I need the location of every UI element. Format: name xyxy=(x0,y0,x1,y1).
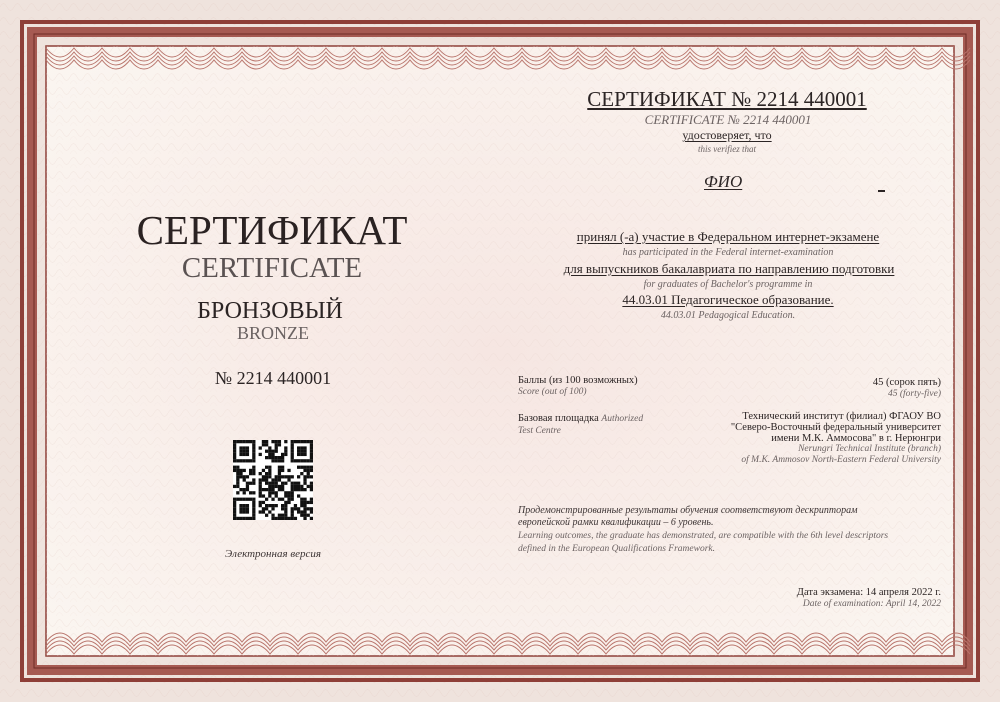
centre-label-en-1: Authorized xyxy=(601,414,644,424)
score-label-en: Score (out of 100) xyxy=(518,387,587,397)
score-value-en: 45 (forty-five) xyxy=(887,389,941,399)
level-en: BRONZE xyxy=(237,323,309,343)
level-ru: БРОНЗОВЫЙ xyxy=(197,298,343,324)
centre-en-2: of M.K. Ammosov North-Eastern Federal University xyxy=(741,455,941,465)
qr-code-icon xyxy=(233,440,313,520)
graduates-en: for graduates of Bachelor's programme in xyxy=(643,279,813,290)
score-label-ru: Баллы (из 100 возможных) xyxy=(518,375,638,386)
outcomes-ru-1: Продемонстрированные результаты обучения соответствуют дескрипторам xyxy=(518,505,858,516)
program-en: 44.03.01 Pedagogical Education. xyxy=(660,310,796,321)
exam-date-en: Date of examination: April 14, 2022 xyxy=(802,599,941,609)
recipient-name: ФИО xyxy=(704,172,743,191)
centre-ru-1: Технический институт (филиал) ФГАОУ ВО xyxy=(742,411,941,422)
title-en: CERTIFICATE xyxy=(181,252,363,284)
participated-en: has participated in the Federal internet-examination xyxy=(622,247,834,258)
certifies-en: this verifiez that xyxy=(698,144,756,154)
centre-label-en-2: Test Centre xyxy=(518,426,561,436)
centre-label-ru: Базовая площадка xyxy=(518,413,599,424)
participated-ru: принял (-а) участие в Федеральном интернет-экзамене xyxy=(576,229,880,244)
centre-en-1: Nerungri Technical Institute (branch) xyxy=(798,444,941,454)
electronic-version-caption: Электронная версия xyxy=(225,548,321,560)
certificate-number: № 2214 440001 xyxy=(214,368,332,388)
graduates-ru: для выпускников бакалавриата по направлению подготовки xyxy=(563,261,895,276)
program-ru: 44.03.01 Педагогическое образование. xyxy=(622,292,834,307)
outcomes-en-2: defined in the European Qualifications Framework. xyxy=(518,544,716,554)
certifies-ru: удостоверяет, что xyxy=(682,128,772,142)
name-underline-stub xyxy=(878,190,885,192)
centre-ru-3: имени М.К. Аммосова" в г. Нерюнгри xyxy=(771,433,941,444)
outcomes-en-1: Learning outcomes, the graduate has demonstrated, are compatible with the 6th level descriptors xyxy=(518,531,889,541)
exam-date-ru: Дата экзамена: 14 апреля 2022 г. xyxy=(796,587,941,598)
title-ru: СЕРТИФИКАТ xyxy=(136,207,408,253)
centre-ru-2: "Северо-Восточный федеральный университет xyxy=(730,422,941,433)
centre-label xyxy=(518,413,643,424)
header-ru: СЕРТИФИКАТ № 2214 440001 xyxy=(587,87,867,111)
outcomes-ru-2: европейской рамки квалификации – 6 уровень. xyxy=(518,517,714,528)
header-en: CERTIFICATE № 2214 440001 xyxy=(644,112,812,127)
score-value-ru: 45 (сорок пять) xyxy=(872,377,941,388)
